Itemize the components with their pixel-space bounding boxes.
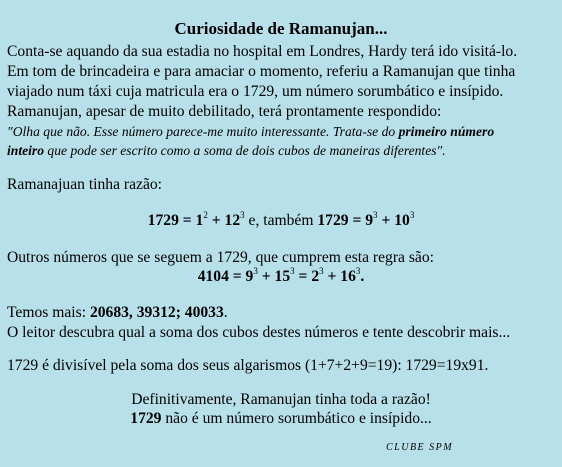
outros-line: Outros números que se seguem a 1729, que cumprem esta regra são: (7, 249, 434, 266)
eq-exponent: 3 (409, 209, 415, 220)
quote-end: ". (436, 143, 446, 158)
eq-term: 1729 = 9 (317, 212, 374, 229)
temos-numbers: 20683, 39312; 40033 (89, 304, 224, 321)
quote-text: "Olha que não. Esse número parece-me muito interessante. Trata-se do (7, 124, 399, 139)
eq-exponent: 3 (253, 265, 258, 276)
temos-prefix: Temos mais: (7, 304, 90, 321)
page-title: Curiosidade de Ramanujan... (174, 19, 388, 38)
signature: CLUBE SPM (386, 442, 454, 453)
quote-emphasis: primeiro número (398, 124, 495, 139)
intro-line-3: viajado num táxi cuja matricula era o 1729, um número sorumbático e insípido. (7, 83, 504, 100)
eq-exponent: 3 (319, 265, 324, 276)
eq-term: + 16 (323, 268, 356, 285)
intro-line-2: Em tom de brincadeira e para amaciar o momento, referiu a Ramanujan que tinha (7, 63, 516, 80)
eq-term: + 15 (257, 268, 291, 285)
quote-emphasis: inteiro (7, 143, 45, 158)
equation-1729 (0, 209, 562, 230)
closing-number: 1729 (130, 410, 162, 427)
eq-term: + 12 (207, 212, 241, 229)
eq-exponent: 3 (373, 209, 378, 220)
temos-line (7, 304, 228, 322)
eq-term: + 10 (377, 212, 410, 229)
eq-term: = 2 (294, 268, 320, 285)
eq-text: e, também (244, 212, 318, 229)
quote-line-2 (7, 143, 446, 159)
quote-line-1 (7, 124, 494, 140)
leitor-line: O leitor descubra qual a soma dos cubos destes números e tente descobrir mais... (7, 324, 511, 341)
eq-term: 4104 = 9 (197, 268, 254, 285)
closing-text: não é um número sorumbático e insípido... (161, 410, 432, 427)
closing-line-1: Definitivamente, Ramanujan tinha toda a razão! (131, 391, 431, 408)
eq-exponent: 3 (240, 209, 245, 220)
eq-exponent: 3 (355, 265, 361, 276)
intro-line-1: Conta-se aquando da sua estadia no hospital em Londres, Hardy terá ido visitá-lo. (7, 43, 518, 60)
eq-term: 1729 = 1 (147, 212, 204, 229)
divisivel-line: 1729 é divisível pela soma dos seus algarismos (1+7+2+9=19): 1729=19x91. (7, 357, 489, 374)
eq-term: . (360, 268, 365, 285)
quote-text: que pode ser escrito como a soma de dois cubos de maneiras diferentes (44, 143, 437, 158)
razao-line: Ramanajuan tinha razão: (7, 176, 163, 193)
eq-exponent: 3 (290, 265, 295, 276)
intro-line-4: Ramanujan, apesar de muito debilitado, terá prontamente respondido: (7, 103, 442, 120)
temos-suffix: . (223, 304, 228, 321)
equation-4104 (0, 265, 562, 286)
closing-line-2 (0, 410, 562, 428)
eq-exponent: 2 (203, 209, 208, 220)
